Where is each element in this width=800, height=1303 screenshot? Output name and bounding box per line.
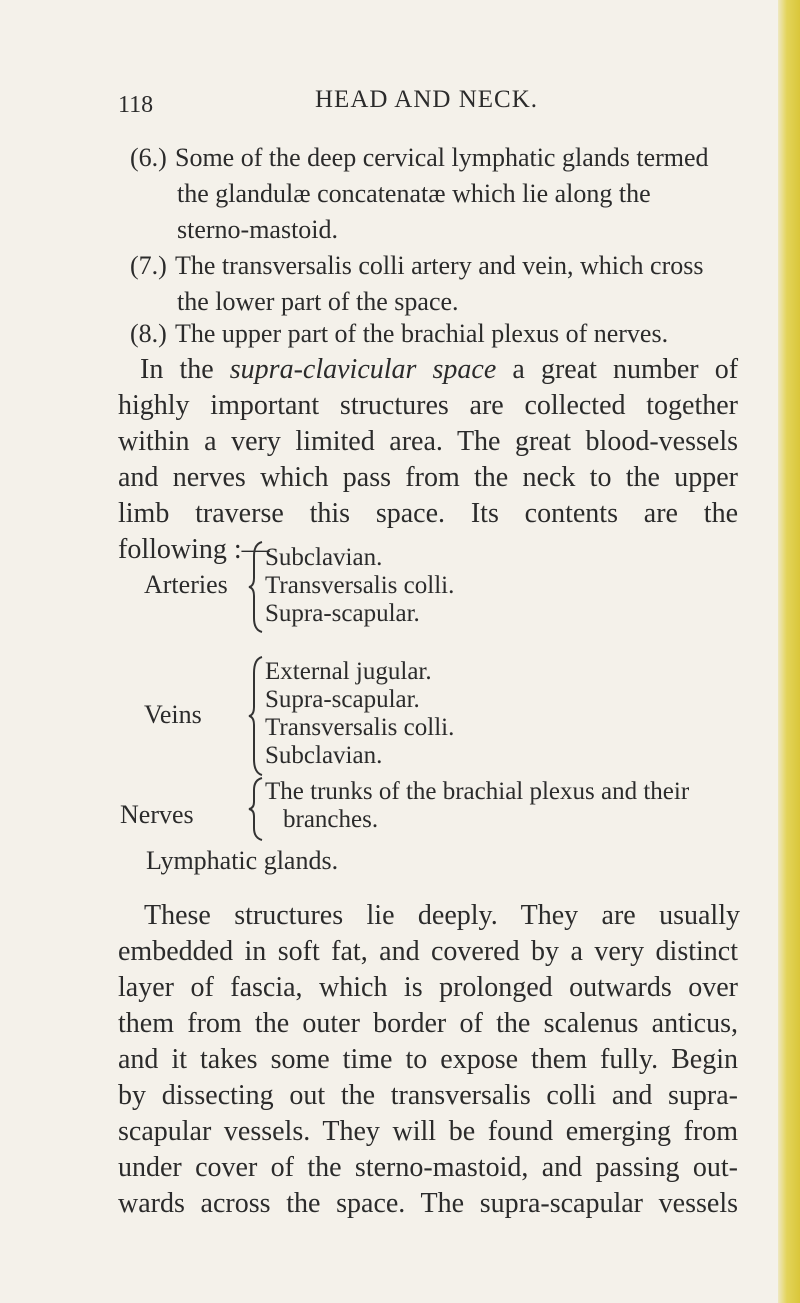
paragraph-line: by dissecting out the transversalis colli and supra- — [118, 1080, 738, 1111]
paragraph-line: These structures lie deeply. They are usually — [144, 900, 740, 931]
item-number: (8.) — [130, 319, 167, 348]
paragraph-line: wards across the space. The supra-scapular vessels — [118, 1188, 738, 1219]
vein-item: Transversalis colli. — [265, 714, 455, 741]
closing-paragraph — [118, 898, 738, 1222]
item-text: sterno-mastoid. — [177, 215, 339, 244]
running-title: HEAD AND NECK. — [315, 86, 539, 113]
paragraph-line: and it takes some time to expose them fully. Begin — [118, 1044, 738, 1075]
paragraph-line: highly important structures are collected together — [118, 390, 738, 421]
item-text: Some of the deep cervical lymphatic glands termed — [175, 143, 709, 172]
arteries-brace — [248, 540, 266, 634]
paragraph-line: layer of fascia, which is prolonged outwards over — [118, 972, 738, 1003]
veins-label: Veins — [144, 700, 202, 729]
paragraph-line: them from the outer border of the scalenus anticus, — [118, 1008, 738, 1039]
paragraph-line: embedded in soft fat, and covered by a very distinct — [118, 936, 738, 967]
paragraph-line: and nerves which pass from the neck to the upper — [118, 462, 738, 493]
lymphatic-glands: Lymphatic glands. — [146, 846, 339, 875]
artery-item: Transversalis colli. — [265, 572, 455, 599]
emphasis-term: supra-clavicular space — [229, 354, 497, 385]
item-number: (6.) — [130, 143, 167, 172]
paragraph-line: In the supra-clavicular space a great number of — [140, 354, 739, 385]
nerve-item: branches. — [283, 806, 379, 833]
vein-item: External jugular. — [265, 658, 432, 685]
paragraph-line: under cover of the sterno-mastoid, and passing out- — [118, 1152, 738, 1183]
nerves-brace — [248, 776, 266, 842]
list-item-7 — [130, 248, 740, 320]
page-number: 118 — [118, 92, 154, 118]
arteries-label: Arteries — [144, 570, 228, 599]
item-text: The transversalis colli artery and vein, which cross — [175, 251, 704, 280]
intro-paragraph — [118, 352, 738, 568]
arteries-list — [265, 544, 454, 628]
veins-brace — [248, 655, 266, 777]
item-text: the glandulæ concatenatæ which lie along the — [177, 179, 651, 208]
nerves-list — [265, 778, 689, 834]
vein-item: Subclavian. — [265, 742, 383, 769]
nerves-label: Nerves — [120, 800, 194, 829]
veins-list — [265, 658, 454, 770]
list-item-6 — [130, 140, 740, 248]
paragraph-line: scapular vessels. They will be found emerging from — [118, 1116, 738, 1147]
page-edge — [778, 0, 800, 1303]
list-item-8 — [130, 316, 740, 352]
item-text: The upper part of the brachial plexus of nerves. — [175, 319, 669, 348]
artery-item: Subclavian. — [265, 544, 383, 571]
paragraph-line: limb traverse this space. Its contents are the — [118, 498, 738, 529]
item-number: (7.) — [130, 251, 167, 280]
nerve-item: The trunks of the brachial plexus and their — [265, 778, 690, 805]
paragraph-line: following :— — [118, 534, 270, 565]
vein-item: Supra-scapular. — [265, 686, 420, 713]
item-text: the lower part of the space. — [177, 287, 459, 316]
paragraph-line: within a very limited area. The great blood-vessels — [118, 426, 738, 457]
artery-item: Supra-scapular. — [265, 600, 420, 627]
